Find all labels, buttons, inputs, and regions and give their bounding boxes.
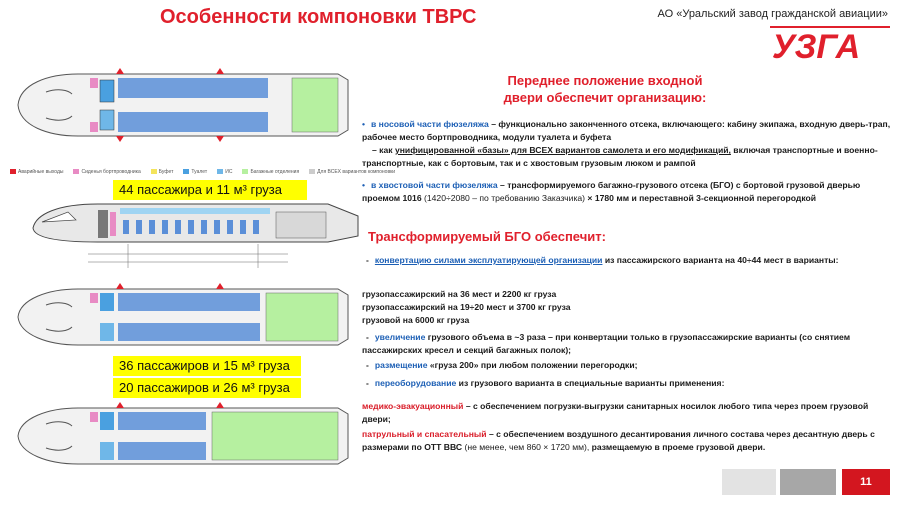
footer-bar-mid: [780, 469, 836, 495]
bgo-variants: грузопассажирский на 36 мест и 2200 кг груза грузопассажирский на 19÷20 мест и 3700 кг груза грузовой на 6000 кг груза: [362, 289, 571, 325]
plane-layout-2: [8, 283, 353, 351]
config-label-3: 20 пассажиров и 26 м³ груза: [113, 378, 301, 398]
front-door-heading: Переднее положение входной двери обеспечит организацию:: [503, 73, 707, 105]
bgo-increase: - увеличение грузового объема в ~3 раза – при конвертации только в грузопассажирские варианты (со снятием пассажирских кресел и секций багажных полок);: [362, 332, 851, 355]
bgo-heading: Трансформируемый БГО обеспечит:: [368, 229, 606, 244]
front-bullet-2: • в хвостовой части фюзеляжа – трансформируемого багажно-грузового отсека (БГО) с бортовой грузовой дверью проемом 1016 (1420÷2080 – по требованию Заказчика) × 1780 мм и переставной 3-секционной перегородкой: [362, 180, 861, 203]
legend: Аварийные выходы Сиденья бортпроводника Буфет Туалет ИС Багажные отделения Для ВСЕХ вариантов компоновки: [10, 167, 360, 177]
bgo-reequip: - переоборудование из грузового варианта в специальные варианты применения:: [366, 378, 725, 388]
bgo-placement: - размещение «груза 200» при любом положении перегородки;: [366, 360, 638, 370]
config-label-1: 44 пассажира и 11 м³ груза: [113, 180, 307, 200]
plane-layout-1: [8, 66, 353, 144]
config-label-2: 36 пассажиров и 15 м³ груза: [113, 356, 301, 376]
svg-text:УЗГА: УЗГА: [772, 28, 861, 64]
bullet-dot: •: [362, 119, 366, 129]
bgo-patrol: патрульный и спасательный – с обеспечением воздушного десантирования личного состава через десантную дверь с размерами по ОТТ ВВС (не менее, чем 860 × 1720 мм), размещаемую в проеме грузовой двери.: [362, 429, 875, 452]
plane-layout-3: [8, 402, 353, 470]
bgo-medical: медико-эвакуационный – с обеспечением погрузки-выгрузки санитарных носилок любого типа через проем грузовой двери;: [362, 401, 869, 424]
page-title: Особенности компоновки ТВРС: [160, 6, 477, 28]
footer-bar-light: [722, 469, 776, 495]
plane-side-view: [28, 198, 363, 278]
company-name: АО «Уральский завод гражданской авиации»: [657, 8, 888, 20]
bgo-conversion: - конвертацию силами эксплуатирующей организации из пассажирского варианта на 40÷44 мест в варианты:: [366, 255, 839, 265]
page-number: 11: [842, 469, 890, 495]
front-bullet-1: • в носовой части фюзеляжа – функционально законченного отсека, включающего: кабину экипажа, входную дверь-трап, рабочее место бортпроводника, модули туалета и буфета – как унифицированной «базы» для ВСЕХ вариантов самолета и его модификаций, включая транспортные и военно-транспортные, как с бортовым, так и с хвостовым грузовым люком и рампой: [362, 119, 891, 168]
uzga-logo: [770, 22, 890, 64]
bullet-dot: •: [362, 180, 366, 190]
